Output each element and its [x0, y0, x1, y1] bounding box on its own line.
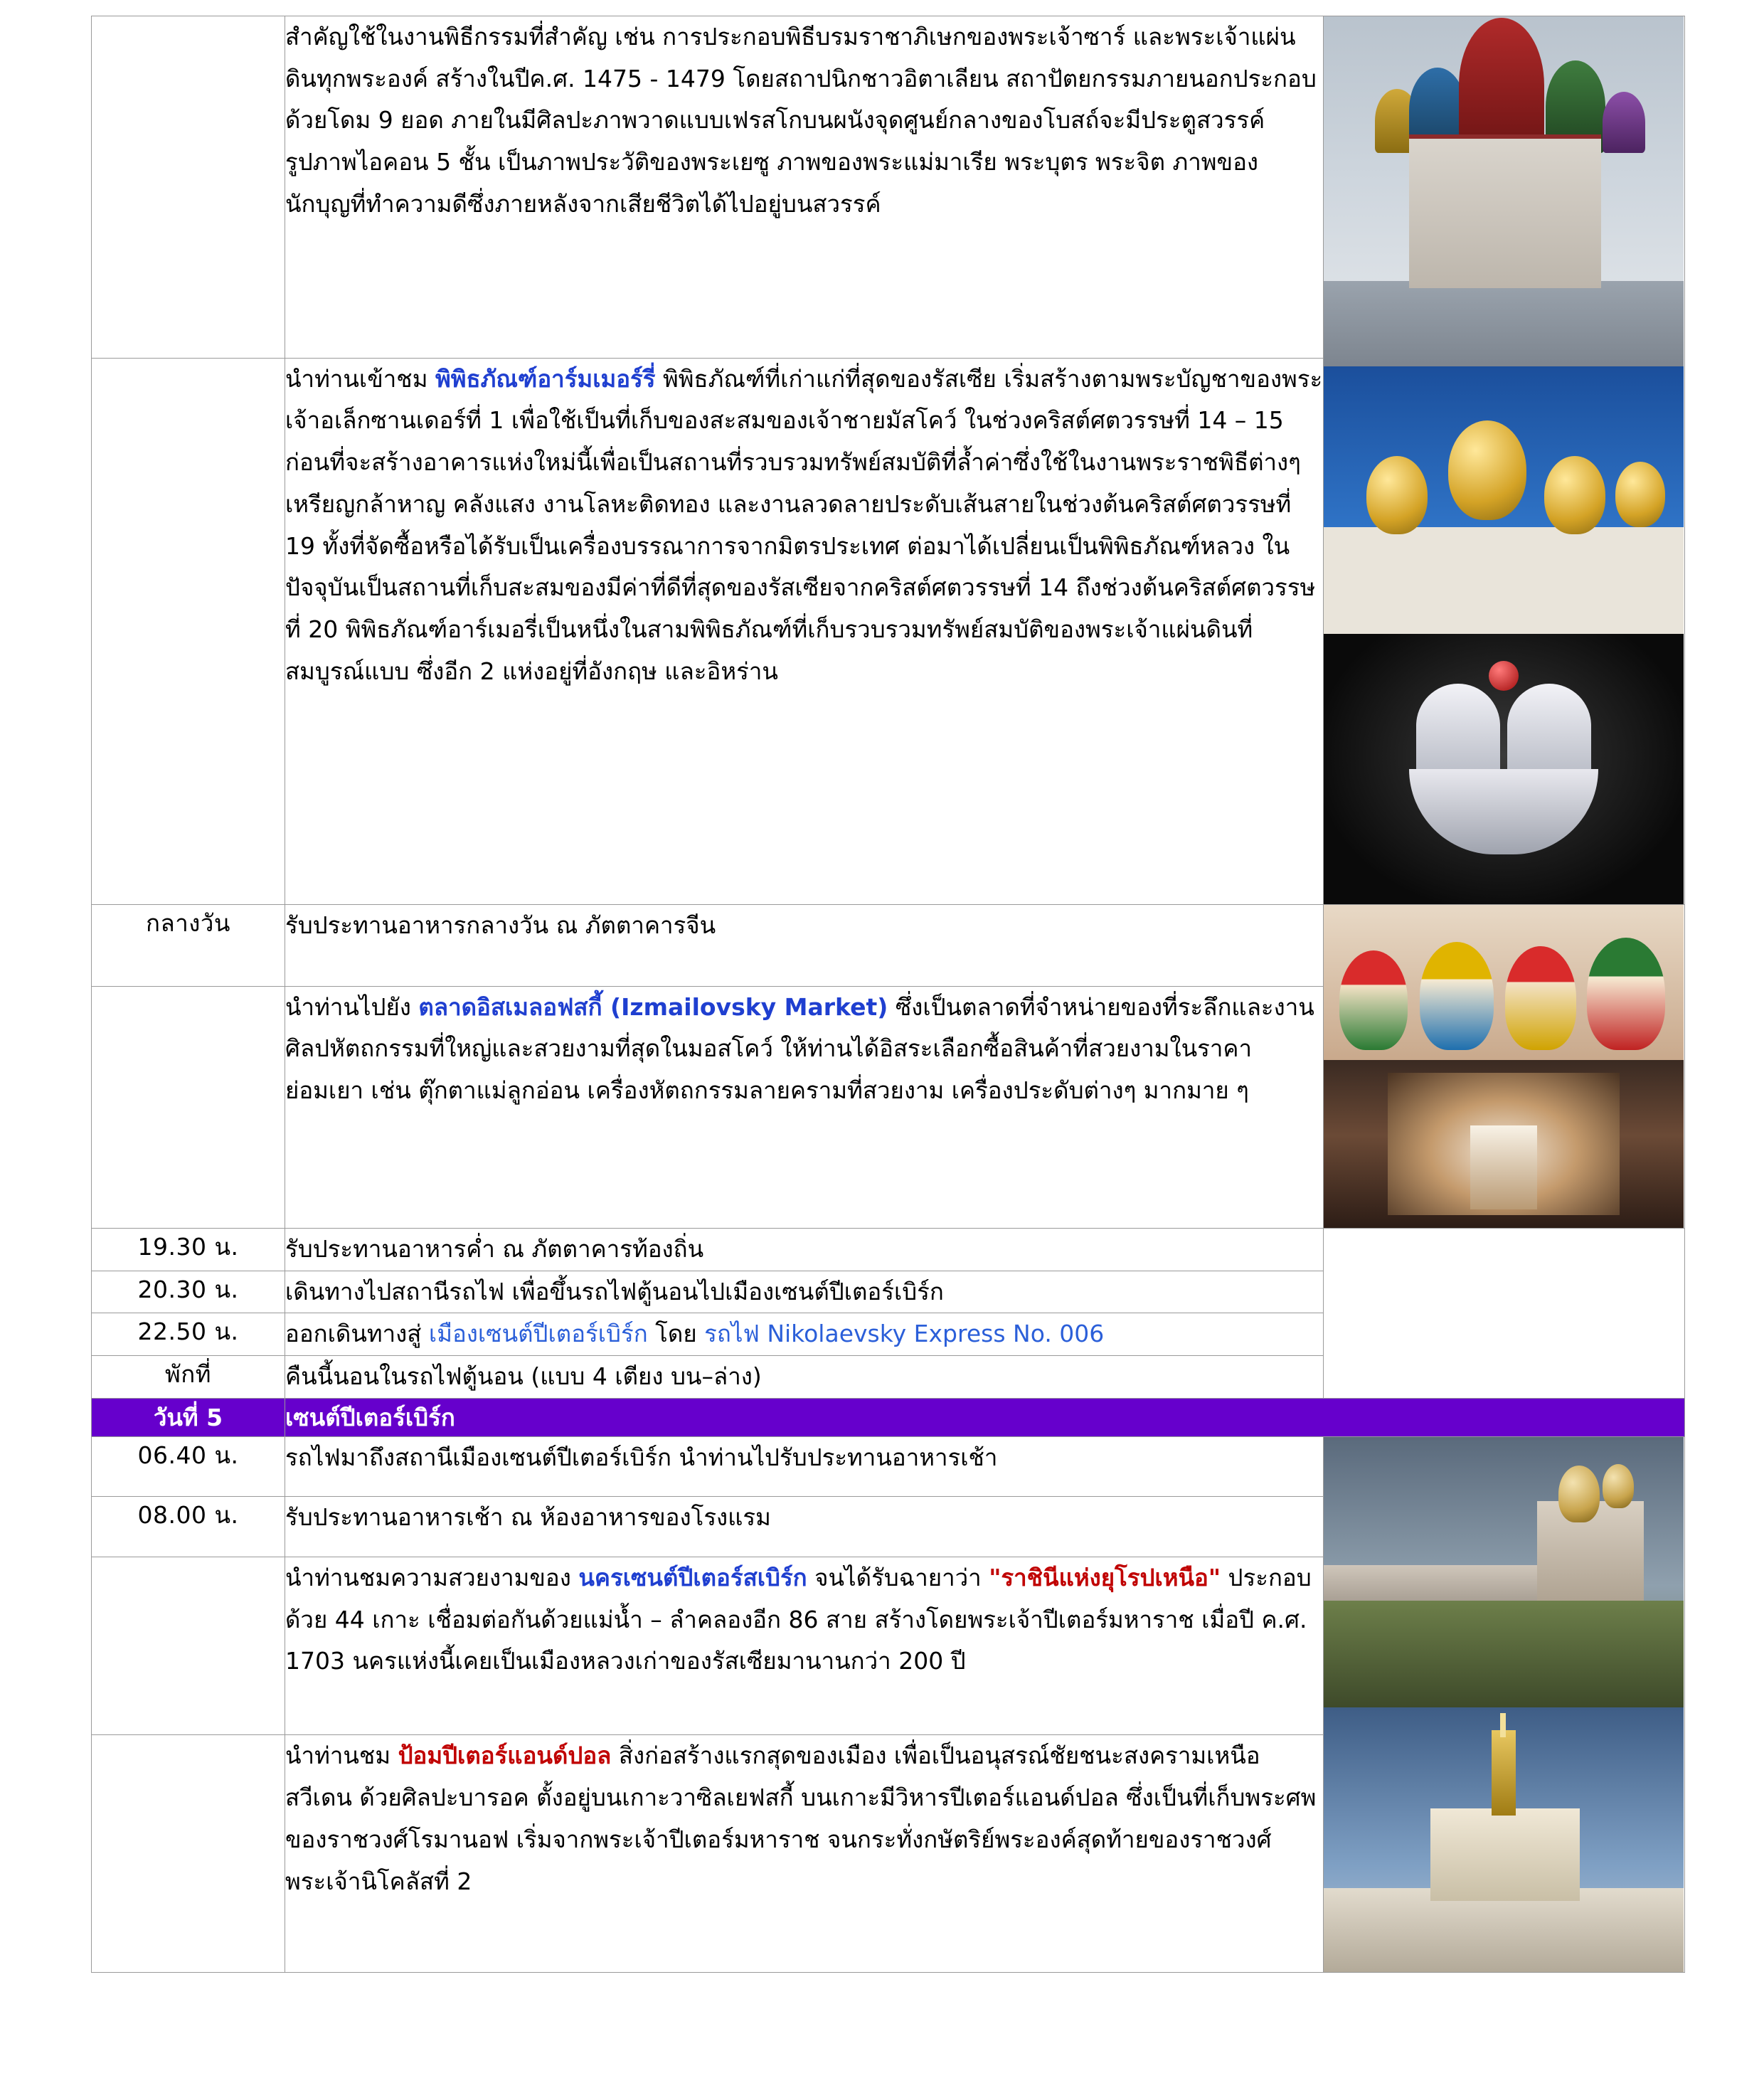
st-basils-cathedral-photo	[1324, 16, 1684, 366]
row-time: 19.30 น.	[92, 1229, 285, 1271]
row-time: 08.00 น.	[92, 1497, 285, 1557]
peter-and-paul-fortress-photo	[1324, 1707, 1684, 1972]
sleeper-train-interior-photo	[1324, 1060, 1684, 1228]
table-row	[92, 1229, 1685, 1271]
text-segment: ซึ่งเป็นตลาดที่จำหน่ายของที่ระลึกและงานศิลปหัตถกรรมที่ใหญ่และสวยงามที่สุดในมอสโคว์ ให้ท่านได้อิสระเลือกซื้อสินค้าที่สวยงามในราคาย่อมเยา เช่น ตุ๊กตาแม่ลูกอ่อน เครื่องหัตถกรรมลายครามที่สวยงาม เครื่องประดับต่างๆ มากมาย ๆ	[285, 992, 1314, 1105]
row-description	[285, 358, 1324, 904]
row-time	[92, 1557, 285, 1735]
text-segment: จนได้รับฉายาว่า	[807, 1563, 989, 1591]
day-title-label: เซนต์ปีเตอร์เบิร์ก	[285, 1398, 1685, 1436]
text-segment: นำท่านชม	[285, 1742, 398, 1770]
row-time	[92, 1735, 285, 1973]
row-description: รับประทานอาหารเช้า ณ ห้องอาหารของโรงแรม	[285, 1497, 1324, 1557]
highlight-destination-city: เมืองเซนต์ปีเตอร์เบิร์ก	[428, 1320, 648, 1348]
image-column-empty	[1324, 1229, 1685, 1399]
row-description	[285, 1557, 1324, 1735]
row-time	[92, 16, 285, 359]
row-description	[285, 1735, 1324, 1973]
row-description	[285, 1313, 1324, 1356]
highlight-izmailovsky-market: ตลาดอิสเมลอฟสกี้ (Izmailovsky Market)	[418, 992, 888, 1021]
day-header-row	[92, 1398, 1685, 1436]
highlight-train-name: รถไฟ Nikolaevsky Express No. 006	[704, 1320, 1105, 1348]
image-column	[1324, 16, 1685, 905]
row-description	[285, 986, 1324, 1228]
itinerary-table	[91, 16, 1685, 1973]
text-segment: นำท่านเข้าชม	[285, 364, 435, 393]
row-time: พักที่	[92, 1356, 285, 1399]
row-time: 20.30 น.	[92, 1271, 285, 1313]
row-time	[92, 986, 285, 1228]
image-column	[1324, 1436, 1685, 1972]
text-segment: ประกอบด้วย 44 เกาะ เชื่อมต่อกันด้วยแม่น้ำ – ลำคลองอีก 86 สาย สร้างโดยพระเจ้าปีเตอร์มหาราช เมื่อปี ค.ศ. 1703 นครแห่งนี้เคยเป็นเมืองหลวงเก่าของรัสเซียมานานกว่า 200 ปี	[285, 1563, 1312, 1675]
text-segment: ออกเดินทางสู่	[285, 1320, 429, 1348]
row-description: สำคัญใช้ในงานพิธีกรรมที่สำคัญ เช่น การประกอบพิธีบรมราชาภิเษกของพระเจ้าซาร์ และพระเจ้าแผ่นดินทุกพระองค์ สร้างในปีค.ศ. 1475 - 1479 โดยสถาปนิกชาวอิตาเลียน สถาปัตยกรรมภายนอกประกอบด้วยโดม 9 ยอด ภายในมีศิลปะภาพวาดแบบเฟรสโกบนผนังจุดศูนย์กลางของโบสถ์จะมีประตูสวรรค์ รูปภาพไอคอน 5 ชั้น เป็นภาพประวัติของพระเยซู ภาพของพระแม่มาเรีย พระบุตร พระจิต ภาพของนักบุญที่ทำความดีซึ่งภายหลังจากเสียชีวิตได้ไปอยู่บนสวรรค์	[285, 16, 1324, 359]
row-time	[92, 358, 285, 904]
text-segment: สิ่งก่อสร้างแรกสุดของเมือง เพื่อเป็นอนุสรณ์ชัยชนะสงครามเหนือสวีเดน ด้วยศิลปะบารอค ตั้งอยู่บนเกาะวาซิลเยฟสกี้ บนเกาะมีวิหารปีเตอร์แอนด์ปอล ซึ่งเป็นที่เก็บพระศพของราชวงศ์โรมานอฟ เริ่มจากพระเจ้าปีเตอร์มหาราช จนกระทั่งกษัตริย์พระองค์สุดท้ายของราชวงศ์ พระเจ้านิโคลัสที่ 2	[285, 1742, 1317, 1895]
text-segment: นำท่านไปยัง	[285, 992, 419, 1021]
row-description: รถไฟมาถึงสถานีเมืองเซนต์ปีเตอร์เบิร์ก นำท่านไปรับประทานอาหารเช้า	[285, 1436, 1324, 1496]
table-row	[92, 16, 1685, 359]
highlight-peter-and-paul-fortress: ป้อมปีเตอร์แอนด์ปอล	[398, 1742, 612, 1770]
row-description: เดินทางไปสถานีรถไฟ เพื่อขึ้นรถไฟตู้นอนไปเมืองเซนต์ปีเตอร์เบิร์ก	[285, 1271, 1324, 1313]
text-segment: โดย	[647, 1320, 705, 1348]
row-time: กลางวัน	[92, 905, 285, 987]
text-segment: พิพิธภัณฑ์ที่เก่าแก่ที่สุดของรัสเซีย เริ่มสร้างตามพระบัญชาของพระเจ้าอเล็กซานเดอร์ที่ 1 เพื่อใช้เป็นที่เก็บของสะสมของเจ้าชายมัสโคว์ ในช่วงคริสต์ศตวรรษที่ 14 – 15 ก่อนที่จะสร้างอาคารแห่งใหม่นี้เพื่อเป็นสถานที่รวบรวมทรัพย์สมบัติที่ล้ำค่าซึ่งใช้ในงานพระราชพิธีต่างๆ เหรียญกล้าหาญ คลังแสง งานโลหะติดทอง และงานลวดลายประดับเส้นสายในช่วงต้นคริสต์ศตวรรษที่ 19 ทั้งที่จัดซื้อหรือได้รับเป็นเครื่องบรรณาการจากมิตรประเทศ ต่อมาได้เปลี่ยนเป็นพิพิธภัณฑ์หลวง ในปัจจุบันเป็นสถานที่เก็บสะสมของมีค่าที่ดีที่สุดของรัสเซียจากคริสต์ศตวรรษที่ 14 ถึงช่วงต้นคริสต์ศตวรรษที่ 20 พิพิธภัณฑ์อาร์เมอรี่เป็นหนึ่งในสามพิพิธภัณฑ์ที่เก็บรวบรวมทรัพย์สมบัติของพระเจ้าแผ่นดินที่สมบูรณ์แบบ ซึ่งอีก 2 แห่งอยู่ที่อังกฤษ และอิหร่าน	[285, 364, 1323, 685]
highlight-queen-of-north-europe: "ราชินีแห่งยุโรปเหนือ"	[989, 1563, 1221, 1591]
matryoshka-dolls-photo	[1324, 905, 1684, 1060]
kremlin-cathedral-domes-photo	[1324, 366, 1684, 634]
day-number-label: วันที่ 5	[92, 1398, 285, 1436]
imperial-crown-photo	[1324, 634, 1684, 904]
row-time: 06.40 น.	[92, 1436, 285, 1496]
image-column	[1324, 905, 1685, 1229]
row-description: คืนนี้นอนในรถไฟตู้นอน (แบบ 4 เตียง บน–ล่าง)	[285, 1356, 1324, 1399]
highlight-saint-petersburg: นครเซนต์ปีเตอร์สเบิร์ก	[578, 1563, 807, 1591]
church-of-spilled-blood-photo	[1324, 1437, 1684, 1707]
table-row	[92, 905, 1685, 987]
text-segment: นำท่านชมความสวยงามของ	[285, 1563, 579, 1591]
highlight-armoury-museum: พิพิธภัณฑ์อาร์มเมอร์รี่	[435, 364, 656, 393]
row-description: รับประทานอาหารกลางวัน ณ ภัตตาคารจีน	[285, 905, 1324, 987]
row-description: รับประทานอาหารค่ำ ณ ภัตตาคารท้องถิ่น	[285, 1229, 1324, 1271]
table-row	[92, 1436, 1685, 1496]
row-time: 22.50 น.	[92, 1313, 285, 1356]
